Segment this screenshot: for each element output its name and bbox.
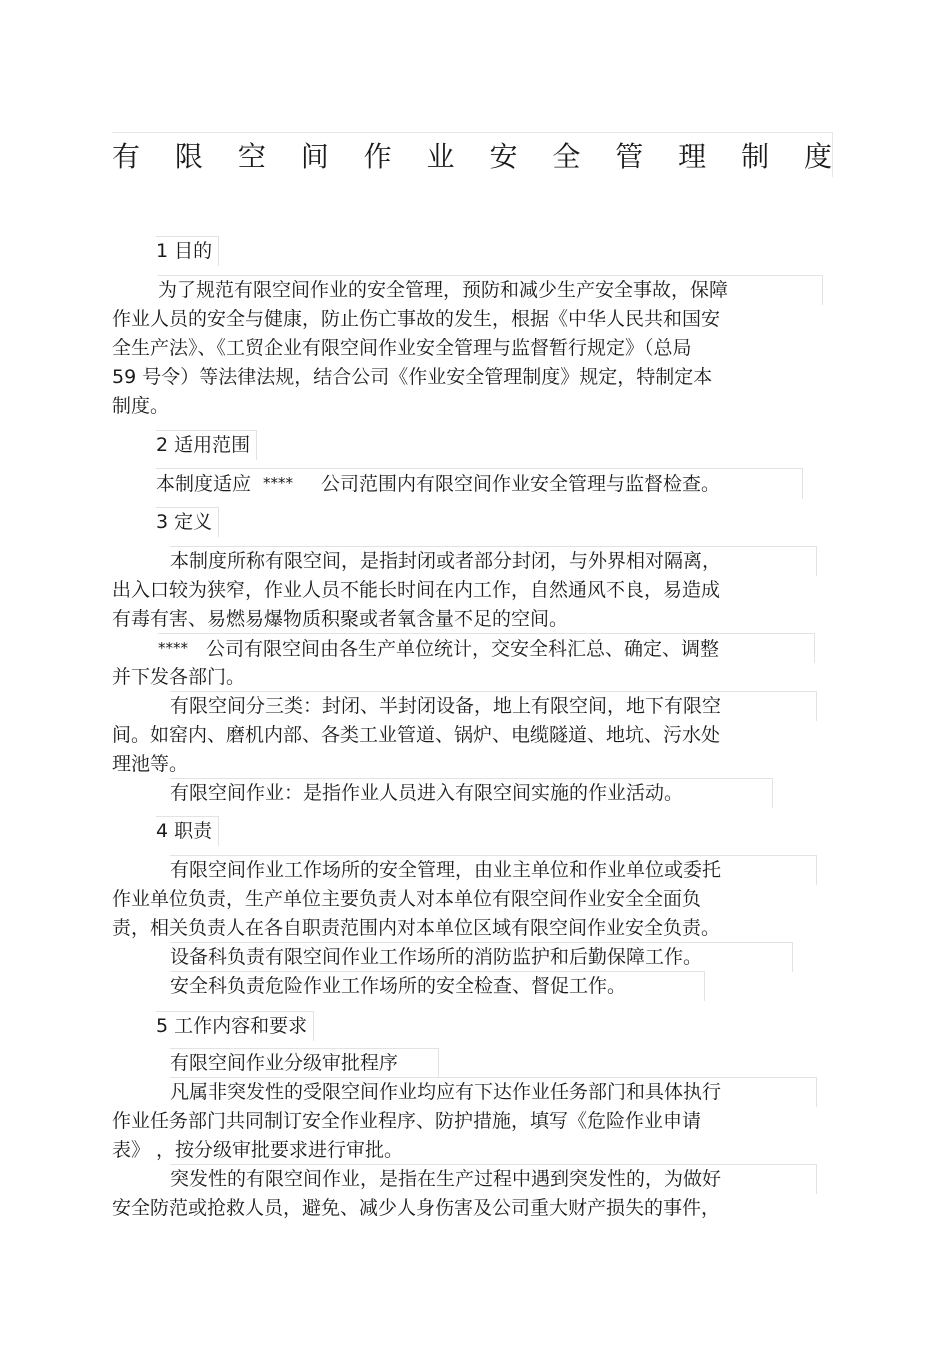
title-char: 业 (426, 140, 455, 173)
title-char: 安 (489, 140, 518, 173)
section-3-paragraph-4 (170, 778, 773, 808)
s3-p2-line-2: 并下发各部门。 (112, 666, 246, 688)
s5-p2-line-2: 安全防范或抢救人员，避免、减少人身伤害及公司重大财产损失的事件， (112, 1197, 721, 1219)
section-4-paragraph-3 (170, 971, 705, 1001)
section-3-heading (156, 507, 219, 537)
s1-line-1: 为了规范有限空间作业的安全管理，预防和减少生产安全事故，保障 (158, 275, 823, 305)
section-4-paragraph-2 (170, 942, 793, 972)
s5-p1-line-1: 凡属非突发性的受限空间作业均应有下达作业任务部门和具体执行 (170, 1077, 817, 1107)
title-char: 限 (174, 140, 203, 173)
title-char: 制 (741, 140, 770, 173)
s3-p1-line-3: 有毒有害、易燃易爆物质积聚或者氧含量不足的空间。 (112, 608, 569, 630)
section-2-paragraph (156, 468, 803, 499)
section-5-paragraph-1 (112, 1077, 817, 1165)
s5-subheading-text: 有限空间作业分级审批程序 (170, 1052, 399, 1074)
section-1-heading (156, 236, 219, 266)
section-5-subheading (170, 1048, 439, 1078)
s3-p2-line-1: 公司有限空间由各生产单位统计，交安全科汇总、确定、调整 (206, 638, 720, 660)
s1-line-2: 作业人员的安全与健康，防止伤亡事故的发生，根据《中华人民共和国安 (112, 308, 721, 330)
s1-line-3: 全生产法》、《工贸企业有限空间作业安全管理与监督暂行规定》（总局 (112, 337, 692, 359)
section-4-heading-text: 4 职责 (156, 820, 213, 842)
section-2-heading (156, 430, 257, 460)
s3-p4-text: 有限空间作业：是指作业人员进入有限空间实施的作业活动。 (170, 782, 684, 804)
title-char: 有 (112, 140, 141, 173)
s1-line-4: 59 号令）等法律法规，结合公司《作业安全管理制度》规定，特制定本 (112, 366, 713, 388)
section-4-paragraph-1 (112, 855, 817, 943)
section-2-heading-text: 2 适用范围 (156, 434, 251, 456)
section-3-paragraph-3 (112, 691, 817, 779)
title-char: 管 (615, 140, 644, 173)
section-3-paragraph-1 (112, 546, 817, 634)
section-3-heading-text: 3 定义 (156, 511, 213, 533)
title-char: 间 (300, 140, 329, 173)
section-4-heading (156, 816, 219, 846)
s4-p2-text: 设备科负责有限空间作业工作场所的消防监护和后勤保障工作。 (170, 946, 703, 968)
document-title (112, 132, 833, 177)
section-5-paragraph-2 (112, 1164, 817, 1223)
s4-p1-line-3: 责，相关负责人在各自职责范围内对本单位区域有限空间作业安全负责。 (112, 917, 721, 939)
section-5-heading-text: 5 工作内容和要求 (156, 1015, 308, 1037)
section-3-paragraph-2 (112, 633, 815, 692)
s5-p1-line-2: 作业任务部门共同制订安全作业程序、防护措施，填写《危险作业申请 (112, 1110, 702, 1132)
section-1-paragraph (112, 275, 823, 421)
title-char: 作 (363, 140, 392, 173)
title-char: 理 (678, 140, 707, 173)
s2-text-b: 公司范围内有限空间作业安全管理与监督检查。 (321, 473, 721, 495)
s2-company-mask: **** (263, 474, 294, 492)
title-char: 度 (803, 140, 832, 173)
section-5-heading (156, 1011, 314, 1041)
s3-company-mask: **** (158, 639, 188, 657)
s3-p3-line-1: 有限空间分三类：封闭、半封闭设备，地上有限空间，地下有限空 (170, 691, 817, 721)
s5-p2-line-1: 突发性的有限空间作业，是指在生产过程中遇到突发性的，为做好 (170, 1164, 817, 1194)
s4-p1-line-2: 作业单位负责，生产单位主要负责人对本单位有限空间作业安全全面负 (112, 888, 702, 910)
s4-p3-text: 安全科负责危险作业工作场所的安全检查、督促工作。 (170, 975, 627, 997)
s1-line-5: 制度。 (112, 395, 170, 417)
s2-text-a: 本制度适应 (156, 473, 252, 495)
title-char: 全 (552, 140, 581, 173)
s5-p1-line-3: 表》 ，按分级审批要求进行审批。 (112, 1139, 404, 1161)
s3-p3-line-2: 间。如窑内、磨机内部、各类工业管道、锅炉、电缆隧道、地坑、污水处 (112, 724, 721, 746)
s3-p3-line-3: 理池等。 (112, 753, 189, 775)
s4-p1-line-1: 有限空间作业工作场所的安全管理，由业主单位和作业单位或委托 (170, 855, 817, 885)
s3-p1-line-1: 本制度所称有限空间，是指封闭或者部分封闭，与外界相对隔离， (170, 546, 817, 576)
s3-p1-line-2: 出入口较为狭窄，作业人员不能长时间在内工作，自然通风不良，易造成 (112, 579, 721, 601)
section-1-heading-text: 1 目的 (156, 240, 213, 262)
title-char: 空 (237, 140, 266, 173)
